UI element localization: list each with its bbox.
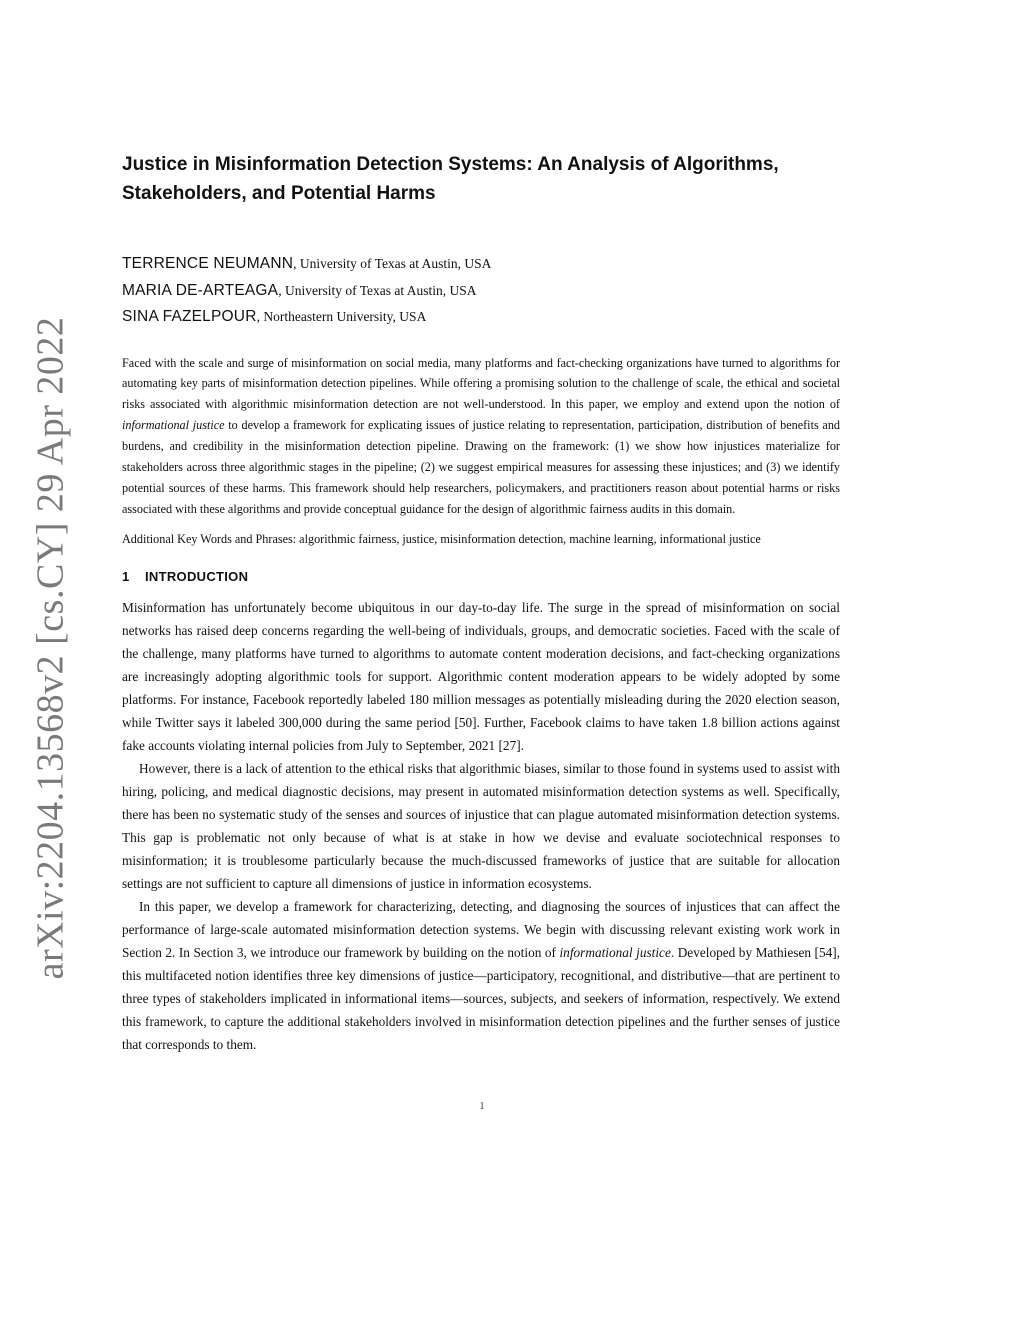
author-list (122, 251, 840, 331)
body-paragraph: Misinformation has unfortunately become ubiquitous in our day-to-day life. The surge in the spread of misinformation on social networks has raised deep concerns regarding the well-being of individuals, groups, and democratic societies. Faced with the scale of the challenge, many platforms have turned to algorithms to automate content moderation decisions, and fact-checking organizations are increasingly adopting algorithmic tools for support. Algorithmic content moderation appears to be widely adopted by some platforms. For instance, Facebook reportedly labeled 180 million messages as potentially misleading during the 2020 election season, while Twitter says it labeled 300,000 during the same period [50]. Further, Facebook claims to have taken 1.8 billion actions against fake accounts violating internal policies from July to September, 2021 [27]. (122, 599, 840, 753)
section-number: 1 (122, 568, 130, 584)
section-title: INTRODUCTION (145, 568, 249, 584)
author-name: SINA FAZELPOUR (122, 308, 257, 325)
keywords: Additional Key Words and Phrases: algorithmic fairness, justice, misinformation detection, machine learning, informational justice (122, 531, 761, 546)
paragraph-text: . Developed by Mathiesen [54], this multifaceted notion identifies three key dimensions of justice—participatory, recognitional, and distributive—that are pertinent to three types of stakeholders implicated in informational items—sources, subjects, and seekers of information, respectively. We extend this framework, to capture the additional stakeholders involved in misinformation detection pipelines and the further senses of justice that corresponds to them. (122, 944, 840, 1052)
section-heading (122, 567, 840, 587)
author-entry (122, 304, 840, 331)
abstract-emphasis: informational justice (122, 418, 225, 433)
author-name: TERRENCE NEUMANN (122, 255, 294, 272)
author-affiliation: , University of Texas at Austin, USA (293, 256, 492, 271)
arxiv-stamp (29, 316, 71, 979)
arxiv-identifier: arXiv:2204.13568v2 [cs.CY] 29 Apr 2022 (29, 316, 71, 979)
paragraph-emphasis: informational justice (559, 944, 671, 960)
body-paragraph: However, there is a lack of attention to the ethical risks that algorithmic biases, similar to those found in systems used to assist with hiring, policing, and medical diagnostic decisions, may present in automated misinformation detection systems as well. Specifically, there has been no systematic study of the senses and sources of injustice that can plague automated misinformation detection systems. This gap is problematic not only because of what is at stake in how we devise and evaluate sociotechnical responses to misinformation; it is troublesome particularly because the much-discussed frameworks of justice that are suitable for allocation settings are not sufficient to capture all dimensions of justice in information ecosystems. (122, 760, 840, 891)
abstract-text: Faced with the scale and surge of misinformation on social media, many platforms and fact-checking organizations have turned to algorithms for automating key parts of misinformation detection pipelines. While offering a promising solution to the challenge of scale, the ethical and societal risks associated with algorithmic misinformation detection are not well-understood. In this paper, we employ and extend upon the notion of (122, 355, 840, 412)
body-paragraph (122, 895, 840, 1056)
page-number: 1 (479, 1101, 485, 1112)
paragraph-text: In this paper, we develop a framework for characterizing, detecting, and diagnosing the sources of injustices that can affect the performance of large-scale automated misinformation detection systems. We begin with discussing relevant existing work work in Section 2. In Section 3, we introduce our framework by building on the notion of (122, 898, 840, 960)
abstract (122, 353, 840, 520)
paper-title: Justice in Misinformation Detection Systems: An Analysis of Algorithms, Stakeholders, and Potential Harms (122, 154, 779, 204)
paper-content (122, 150, 840, 1056)
author-affiliation: , University of Texas at Austin, USA (278, 282, 477, 298)
author-entry (122, 251, 840, 278)
author-affiliation: , Northeastern University, USA (256, 309, 427, 324)
author-name: MARIA DE-ARTEAGA (122, 281, 279, 299)
abstract-text: to develop a framework for explicating issues of justice relating to representation, participation, distribution of benefits and burdens, and credibility in the misinformation detection pipeline. Drawing on the framework: (1) we show how injustices materialize for stakeholders across three algorithmic stages in the pipeline; (2) we suggest empirical measures for assessing these injustices; and (3) we identify potential sources of these harms. This framework should help researchers, policymakers, and practitioners reason about potential harms or risks associated with these algorithms and provide conceptual guidance for the design of algorithmic fairness audits in this domain. (122, 418, 841, 516)
author-entry (122, 278, 840, 305)
